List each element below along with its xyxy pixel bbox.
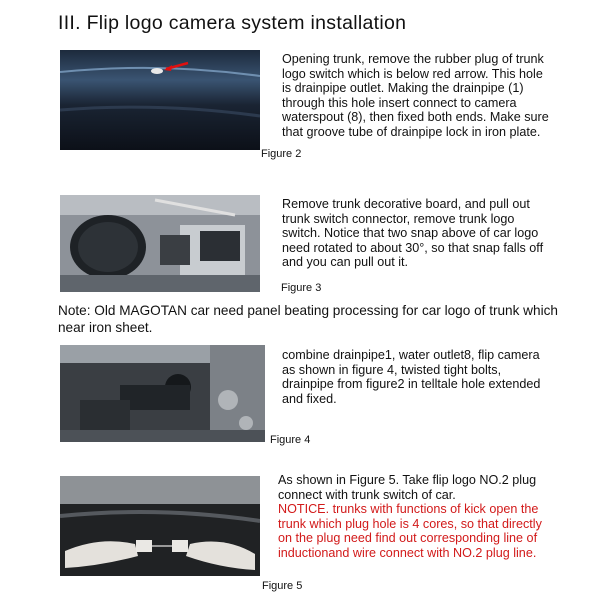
- section-2-text: Remove trunk decorative board, and pull out trunk switch connector, remove trunk logo switch. Notice that two snap above of car logo need rotated to about 30°, so that snap falls off and you can pull out it.: [282, 197, 544, 270]
- figure-5-photo: [60, 476, 260, 576]
- figure-2-photo: [60, 50, 260, 150]
- figure-4-photo: [60, 345, 265, 442]
- figure-4-caption: Figure 4: [270, 434, 311, 446]
- section-1-text: Opening trunk, remove the rubber plug of trunk logo switch which is below red arrow. This hole is drainpipe outlet. Making the drainpipe (1) through this hole insert connect to camera waterspout (8), then fixed both ends. Make sure that groove tube of drainpipe lock in iron plate.: [282, 52, 549, 139]
- section-3-text: combine drainpipe1, water outlet8, flip camera as shown in figure 4, twisted tight bolts, drainpipe from figure2 in telltale hole extended and fixed.: [282, 348, 541, 406]
- note-text: Note: Old MAGOTAN car need panel beating processing for car logo of trunk which near iron sheet.: [58, 303, 558, 335]
- figure-3-caption: Figure 3: [281, 282, 322, 294]
- figure-2-caption: Figure 2: [261, 148, 302, 160]
- notice-text: NOTICE. trunks with functions of kick open the trunk which plug hole is 4 cores, so that directly on the plug need find out corresponding line of inductionand wire connect with NO.2 plug line.: [278, 502, 542, 560]
- figure-5-caption: Figure 5: [262, 580, 303, 592]
- figure-3-photo: [60, 195, 260, 292]
- page-title: III. Flip logo camera system installation: [58, 12, 407, 34]
- section-4-text: As shown in Figure 5. Take flip logo NO.2 plug connect with trunk switch of car. NOTICE. trunks with functions of kick open the trunk which plug hole is 4 cores, so that directly on the plug need find out corresponding line of inductionand wire connect with NO.2 plug line.: [278, 473, 558, 561]
